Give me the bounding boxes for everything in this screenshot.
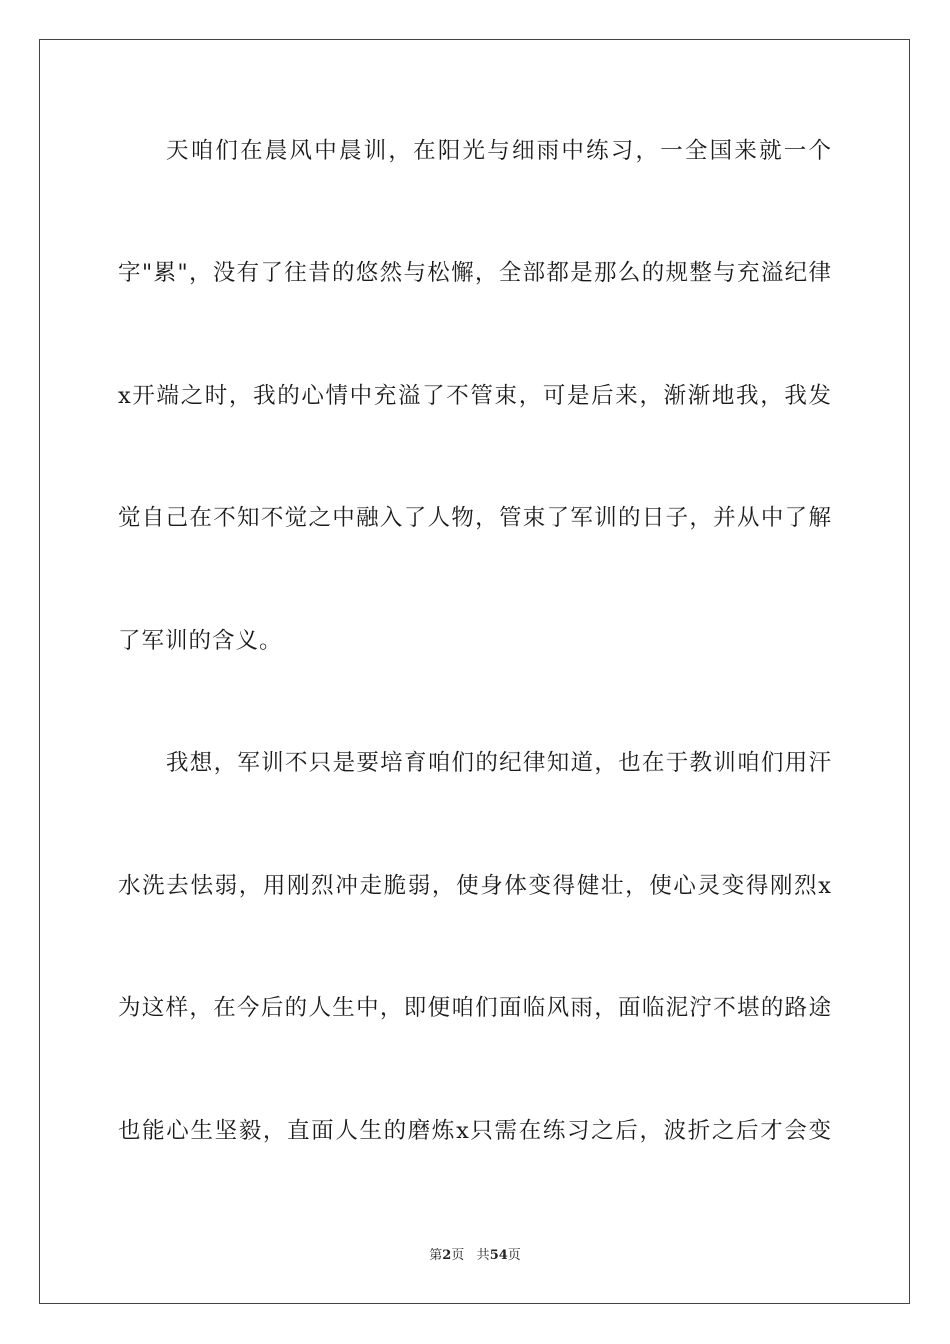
body-line-5: 了军训的含义。: [118, 628, 283, 654]
body-line-7: 水洗去怯弱，用刚烈冲走脆弱，使身体变得健壮，使心灵变得刚烈x: [118, 873, 832, 899]
body-line-1: 天咱们在晨风中晨训，在阳光与细雨中练习，一全国来就一个: [166, 138, 832, 164]
footer-total-suffix: 页: [507, 1248, 521, 1263]
footer-page-prefix: 第: [429, 1248, 443, 1263]
body-line-3: x开端之时，我的心情中充溢了不管束，可是后来，渐渐地我，我发: [118, 383, 832, 409]
footer-total-prefix: 共: [476, 1248, 490, 1263]
body-line-4: 觉自己在不知不觉之中融入了人物，管束了军训的日子，并从中了解: [118, 505, 832, 531]
page-frame: [39, 39, 910, 1304]
body-line-2: 字"累"，没有了往昔的悠然与松懈，全部都是那么的规整与充溢纪律: [118, 260, 832, 286]
body-line-8: 为这样，在今后的人生中，即便咱们面临风雨，面临泥泞不堪的路途: [118, 995, 832, 1021]
body-line-6: 我想，军训不只是要培育咱们的纪律知道，也在于教训咱们用汗: [166, 750, 832, 776]
footer-page-number: 2: [442, 1248, 452, 1263]
footer-page-suffix: 页: [451, 1248, 465, 1263]
footer-total-pages: 54: [489, 1248, 508, 1263]
page-footer: [0, 1247, 950, 1265]
body-line-9: 也能心生坚毅，直面人生的磨炼x只需在练习之后，波折之后才会变: [118, 1118, 832, 1144]
